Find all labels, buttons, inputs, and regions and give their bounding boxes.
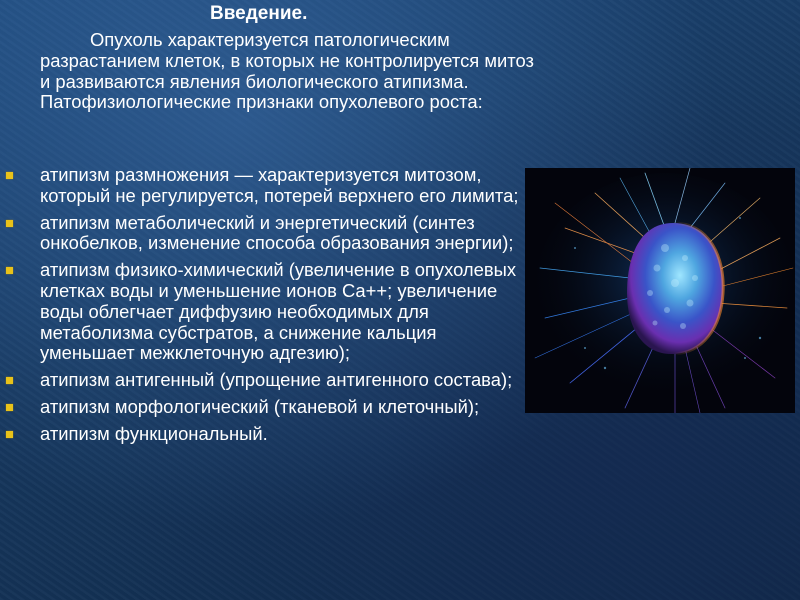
tumor-cell-image <box>525 168 795 413</box>
bullet-icon <box>6 431 13 438</box>
bullet-icon <box>6 377 13 384</box>
list-item <box>0 260 530 364</box>
bullet-text: атипизм антигенный (упрощение антигенного состава); <box>40 369 513 391</box>
tumor-cell-illustration <box>525 168 795 413</box>
slide-heading: Введение. <box>210 3 308 24</box>
intro-block <box>40 30 540 113</box>
list-item <box>0 213 530 255</box>
bullet-icon <box>6 220 13 227</box>
bullet-text: атипизм физико-химический (увеличение в опухолевых клетках воды и уменьшение ионов Са++; увеличение воды облегчает диффузию необходимых для метаболизма субстратов, а снижение кальция уменьшает межклеточную адгезию); <box>40 259 517 364</box>
list-item <box>0 424 530 445</box>
bullet-text: атипизм функциональный. <box>40 422 268 444</box>
bullet-icon <box>6 172 13 179</box>
bullet-text: атипизм размножения — характеризуется митозом, который не регулируется, потерей верхнего его лимита; <box>40 164 519 206</box>
bullet-icon <box>6 404 13 411</box>
subheading: Патофизиологические признаки опухолевого роста: <box>40 91 483 113</box>
intro-paragraph: Опухоль характеризуется патологическим разрастанием клеток, в которых не контролируется митоз и развиваются явления биологического атипизма. <box>40 29 534 92</box>
list-item <box>0 397 530 418</box>
bullet-text: атипизм морфологический (тканевой и клеточный); <box>40 395 480 417</box>
bullet-text: атипизм метаболический и энергетический (синтез онкобелков, изменение способа образования энергии); <box>40 211 514 254</box>
bullet-icon <box>6 267 13 274</box>
bullet-list <box>0 165 530 451</box>
list-item <box>0 165 530 207</box>
list-item <box>0 370 530 391</box>
